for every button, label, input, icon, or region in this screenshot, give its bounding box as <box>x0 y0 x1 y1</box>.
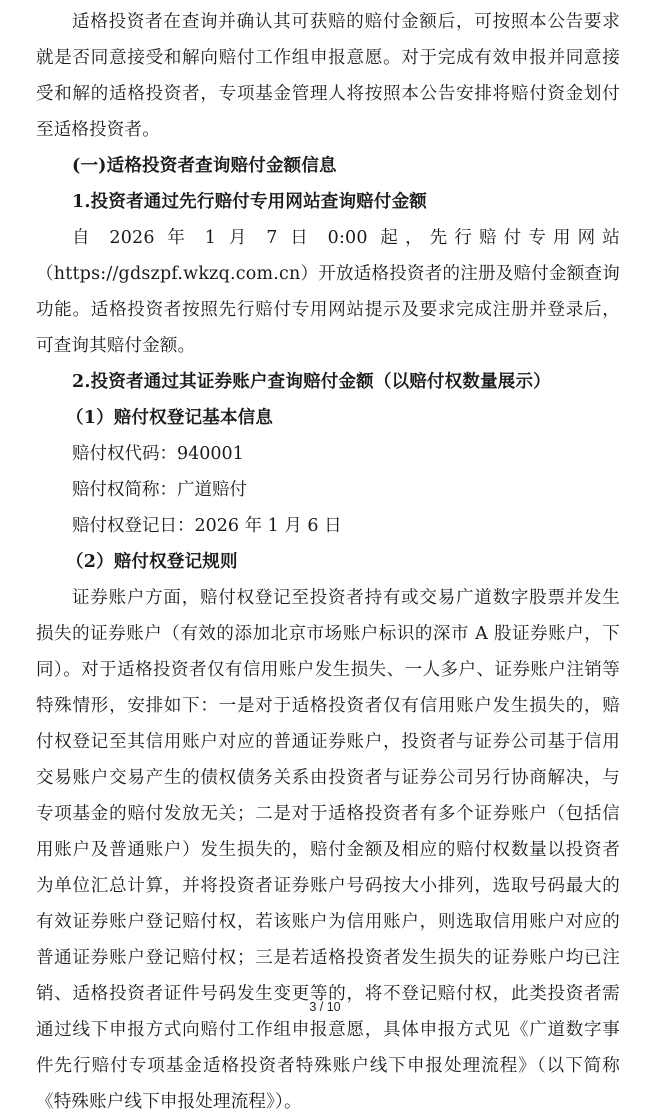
field-label: 赔付权登记日： <box>72 516 195 536</box>
website-open-date-line: 自 2026 年 1 月 7 日 0:00 起，先行赔付专用网站 <box>72 228 620 248</box>
subheading-registration-info: （1）赔付权登记基本信息 <box>66 408 274 428</box>
website-paragraph: （https://gdszpf.wkzq.com.cn）开放适格投资者的注册及赔付金额查询功能。适格投资者按照先行赔付专用网站提示及要求完成注册并登录后，可查询其赔付金额。 <box>36 264 620 356</box>
item-heading-account-query: 2.投资者通过其证券账户查询赔付金额（以赔付权数量展示） <box>72 372 551 392</box>
field-label: 赔付权简称： <box>72 480 177 500</box>
section-heading-query-info: (一)适格投资者查询赔付金额信息 <box>72 156 337 176</box>
document-page <box>36 4 620 1120</box>
field-compensation-code <box>36 436 620 472</box>
field-value: 2026 年 1 月 6 日 <box>194 516 342 536</box>
subheading-registration-rules: （2）赔付权登记规则 <box>66 552 238 572</box>
field-registration-date <box>36 508 620 544</box>
registration-rules-paragraph: 证券账户方面，赔付权登记至投资者持有或交易广道数字股票并发生损失的证券账户（有效的添加北京市场账户标识的深市 A 股证券账户，下同）。对于适格投资者仅有信用账户发生损失、一人多户、证券账户注销等特殊情形，安排如下：一是对于适格投资者仅有信用账户发生损失的，赔付权登记至其信用账户对应的普通证券账户，投资者与证券公司基于信用交易账户交易产生的债权债务关系由投资者与证券公司另行协商解决，与专项基金的赔付发放无关；二是对于适格投资者有多个证券账户（包括信用账户及普通账户）发生损失的，赔付金额及相应的赔付权数量以投资者为单位汇总计算，并将投资者证券账户号码按大小排列，选取号码最大的有效证券账户登记赔付权，若该账户为信用账户，则选取信用账户对应的普通证券账户登记赔付权；三是若适格投资者发生损失的证券账户均已注销、适格投资者证件号码发生变更等的，将不登记赔付权，此类投资者需通过线下申报方式向赔付工作组申报意愿，具体申报方式见《广道数字事件先行赔付专项基金适格投资者特殊账户线下申报处理流程》（以下简称《特殊账户线下申报处理流程》）。 <box>36 588 620 1112</box>
intro-paragraph: 适格投资者在查询并确认其可获赔的赔付金额后，可按照本公告要求就是否同意接受和解向赔付工作组申报意愿。对于完成有效申报并同意接受和解的适格投资者，专项基金管理人将按照本公告安排将赔付资金划付至适格投资者。 <box>36 12 620 140</box>
field-value: 广道赔付 <box>177 480 247 500</box>
field-value: 940001 <box>177 444 244 464</box>
item-heading-website-query: 1.投资者通过先行赔付专用网站查询赔付金额 <box>72 192 427 212</box>
field-label: 赔付权代码： <box>72 444 177 464</box>
field-compensation-short-name <box>36 472 620 508</box>
page-number: 3 / 10 <box>309 1000 341 1014</box>
